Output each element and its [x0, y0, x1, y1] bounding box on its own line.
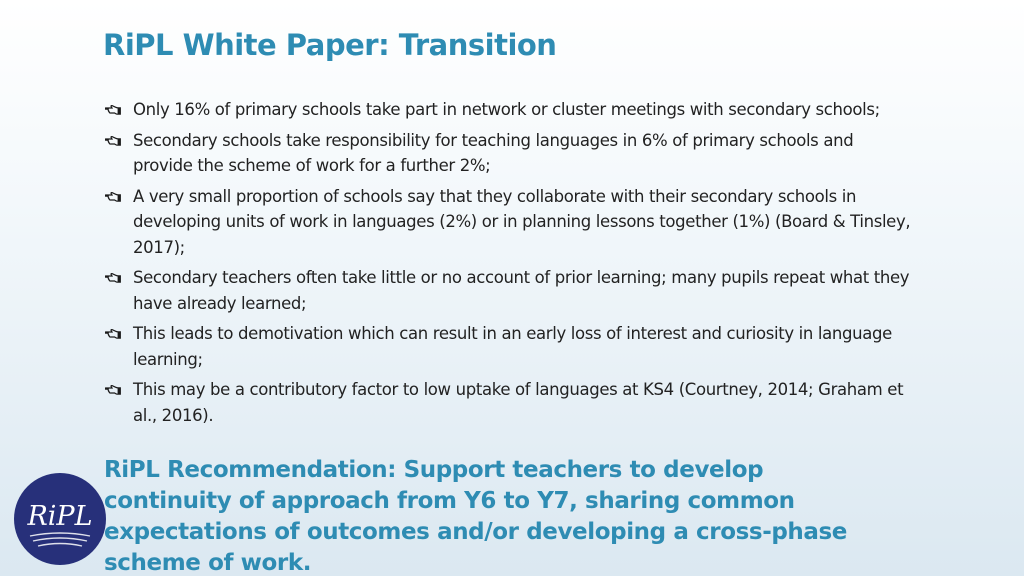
- bullet-item: [104, 128, 914, 179]
- bullet-text: This may be a contributory factor to low uptake of languages at KS4 (Courtney, 2014; Graham et al., 2016).: [133, 380, 904, 425]
- bullet-text: This leads to demotivation which can result in an early loss of interest and curiosity in language learning;: [133, 324, 892, 369]
- logo-text: RiPL: [27, 501, 93, 532]
- ripl-logo: [14, 473, 106, 565]
- pointing-hand-icon: [105, 192, 121, 202]
- bullet-item: [104, 97, 914, 123]
- pointing-hand-icon: [105, 105, 121, 115]
- bullet-text: Only 16% of primary schools take part in network or cluster meetings with secondary schools;: [133, 100, 880, 119]
- bullet-text: Secondary schools take responsibility for teaching languages in 6% of primary schools and provide the scheme of work for a further 2%;: [133, 130, 854, 175]
- recommendation-text: RiPL Recommendation: Support teachers to develop continuity of approach from Y6 to Y7, sharing common expectations of outcomes and/or developing a cross-phase scheme of work.: [104, 457, 848, 576]
- pointing-hand-icon: [105, 273, 121, 283]
- slide-title: RiPL White Paper: Transition: [103, 28, 557, 62]
- bullet-text: A very small proportion of schools say that they collaborate with their secondary schools in developing units of work in languages (2%) or in planning lessons together (1%) (Board & Tinsley, 2017);: [133, 186, 911, 257]
- bullet-text: Secondary teachers often take little or no account of prior learning; many pupils repeat what they have already learned;: [133, 268, 910, 313]
- pointing-hand-icon: [105, 136, 121, 146]
- bullet-item: [104, 377, 914, 428]
- bullet-item: [104, 321, 914, 372]
- bullet-item: [104, 184, 914, 261]
- pointing-hand-icon: [105, 385, 121, 395]
- pointing-hand-icon: [105, 329, 121, 339]
- bullet-list: [104, 97, 914, 433]
- bullet-item: [104, 265, 914, 316]
